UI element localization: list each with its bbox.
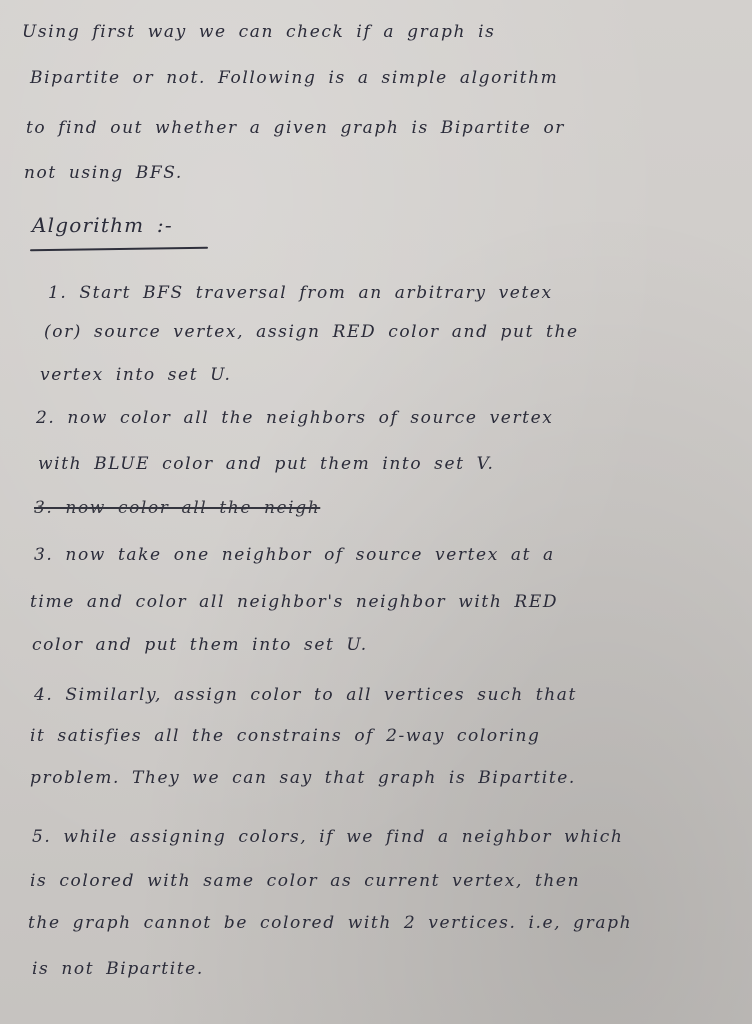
intro-line-3: to find out whether a given graph is Bipartite or — [26, 118, 566, 138]
step-5-line-1: 5. while assigning colors, if we find a neighbor which — [32, 827, 624, 847]
intro-line-1: Using first way we can check if a graph is — [22, 22, 496, 42]
struck-out-line: 3. now color all the neigh — [34, 498, 321, 518]
step-3-line-3: color and put them into set U. — [32, 635, 368, 655]
step-1-line-2: (or) source vertex, assign RED color and put the — [44, 322, 579, 342]
step-3-line-2: time and color all neighbor's neighbor with RED — [30, 592, 559, 612]
step-2-line-1: 2. now color all the neighbors of source vertex — [36, 408, 554, 428]
step-4-line-3: problem. They we can say that graph is Bipartite. — [30, 768, 576, 788]
step-1-line-1: 1. Start BFS traversal from an arbitrary vetex — [48, 283, 553, 303]
algorithm-heading: Algorithm :- — [32, 213, 173, 237]
step-1-line-3: vertex into set U. — [40, 365, 232, 385]
step-5-line-3: the graph cannot be colored with 2 vertices. i.e, graph — [28, 913, 633, 933]
heading-underline — [30, 247, 208, 251]
step-5-line-2: is colored with same color as current vertex, then — [30, 871, 581, 891]
intro-line-2: Bipartite or not. Following is a simple algorithm — [30, 68, 559, 88]
step-4-line-1: 4. Similarly, assign color to all vertices such that — [34, 685, 577, 705]
intro-line-4: not using BFS. — [24, 163, 183, 183]
step-5-line-4: is not Bipartite. — [32, 959, 204, 979]
step-2-line-2: with BLUE color and put them into set V. — [38, 454, 495, 474]
step-3-line-1: 3. now take one neighbor of source vertex at a — [34, 545, 555, 565]
step-4-line-2: it satisfies all the constrains of 2-way coloring — [30, 726, 541, 746]
